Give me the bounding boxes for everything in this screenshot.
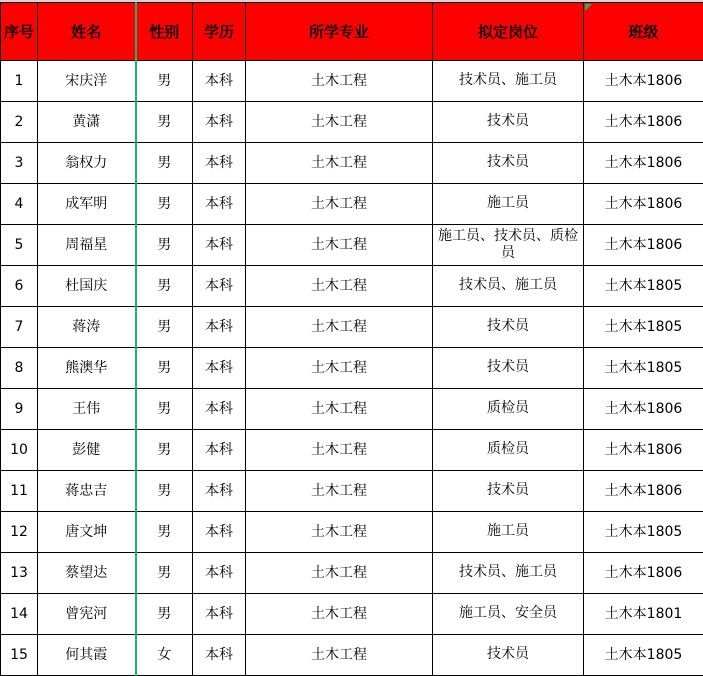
table-row xyxy=(1,553,703,594)
cell-class[interactable]: 土木本1805 xyxy=(584,635,703,676)
cell-position[interactable]: 技术员 xyxy=(433,471,584,512)
cell-major[interactable]: 土木工程 xyxy=(246,594,433,635)
cell-gender[interactable]: 男 xyxy=(136,307,193,348)
cell-degree[interactable]: 本科 xyxy=(193,471,246,512)
cell-class[interactable]: 土木本1806 xyxy=(584,389,703,430)
cell-degree[interactable]: 本科 xyxy=(193,348,246,389)
cell-no[interactable]: 8 xyxy=(1,348,38,389)
cell-gender[interactable]: 男 xyxy=(136,389,193,430)
cell-gender[interactable]: 男 xyxy=(136,266,193,307)
cell-gender[interactable]: 男 xyxy=(136,594,193,635)
cell-position[interactable]: 技术员 xyxy=(433,307,584,348)
cell-class[interactable]: 土木本1806 xyxy=(584,553,703,594)
table-row xyxy=(1,635,703,676)
cell-degree[interactable]: 本科 xyxy=(193,512,246,553)
cell-class[interactable]: 土木本1806 xyxy=(584,184,703,225)
table-row xyxy=(1,512,703,553)
cell-degree[interactable]: 本科 xyxy=(193,225,246,266)
cell-no[interactable]: 7 xyxy=(1,307,38,348)
cell-gender[interactable]: 男 xyxy=(136,184,193,225)
cell-name[interactable]: 蔡望达 xyxy=(38,553,136,594)
cell-no[interactable]: 2 xyxy=(1,102,38,143)
cell-no[interactable]: 9 xyxy=(1,389,38,430)
cell-major[interactable]: 土木工程 xyxy=(246,471,433,512)
cell-name[interactable]: 成军明 xyxy=(38,184,136,225)
header-cell-class[interactable] xyxy=(584,3,703,61)
error-indicator-triangle-icon xyxy=(585,4,592,11)
cell-name[interactable]: 蒋涛 xyxy=(38,307,136,348)
table-body xyxy=(1,61,703,676)
table-header-row xyxy=(1,3,703,61)
table-row xyxy=(1,184,703,225)
cell-name[interactable]: 彭健 xyxy=(38,430,136,471)
cell-name[interactable]: 熊澳华 xyxy=(38,348,136,389)
cell-gender[interactable]: 女 xyxy=(136,635,193,676)
table-row xyxy=(1,61,703,102)
cell-position[interactable]: 质检员 xyxy=(433,430,584,471)
header-cell-name[interactable]: 姓名 xyxy=(38,3,136,61)
cell-gender[interactable]: 男 xyxy=(136,553,193,594)
cell-degree[interactable]: 本科 xyxy=(193,635,246,676)
cell-class[interactable]: 土木本1805 xyxy=(584,266,703,307)
cell-degree[interactable]: 本科 xyxy=(193,307,246,348)
cell-degree[interactable]: 本科 xyxy=(193,553,246,594)
header-cell-major[interactable]: 所学专业 xyxy=(246,3,433,61)
header-cell-position[interactable]: 拟定岗位 xyxy=(433,3,584,61)
table-row xyxy=(1,102,703,143)
cell-name[interactable]: 曾宪河 xyxy=(38,594,136,635)
cell-position[interactable]: 技术员 xyxy=(433,143,584,184)
cell-degree[interactable]: 本科 xyxy=(193,184,246,225)
cell-no[interactable]: 11 xyxy=(1,471,38,512)
cell-major[interactable]: 土木工程 xyxy=(246,553,433,594)
table-row xyxy=(1,389,703,430)
table-row xyxy=(1,471,703,512)
cell-no[interactable]: 5 xyxy=(1,225,38,266)
cell-degree[interactable]: 本科 xyxy=(193,266,246,307)
cell-gender[interactable]: 男 xyxy=(136,225,193,266)
cell-class[interactable]: 土木本1806 xyxy=(584,102,703,143)
cell-name[interactable]: 唐文坤 xyxy=(38,512,136,553)
cell-major[interactable]: 土木工程 xyxy=(246,266,433,307)
cell-no[interactable]: 15 xyxy=(1,635,38,676)
cell-degree[interactable]: 本科 xyxy=(193,61,246,102)
cell-name[interactable]: 周福星 xyxy=(38,225,136,266)
header-cell-degree[interactable]: 学历 xyxy=(193,3,246,61)
cell-position[interactable]: 技术员 xyxy=(433,348,584,389)
cell-major[interactable]: 土木工程 xyxy=(246,102,433,143)
cell-major[interactable]: 土木工程 xyxy=(246,512,433,553)
cell-class[interactable]: 土木本1805 xyxy=(584,307,703,348)
cell-position[interactable]: 施工员、技术员、质检员 xyxy=(433,225,584,266)
cell-degree[interactable]: 本科 xyxy=(193,594,246,635)
header-cell-class-label: 班级 xyxy=(628,23,659,41)
table-row xyxy=(1,348,703,389)
cell-position[interactable]: 施工员、安全员 xyxy=(433,594,584,635)
cell-major[interactable]: 土木工程 xyxy=(246,225,433,266)
cell-position[interactable]: 施工员 xyxy=(433,512,584,553)
cell-class[interactable]: 土木本1806 xyxy=(584,61,703,102)
header-cell-gender[interactable]: 性别 xyxy=(136,3,193,61)
roster-table xyxy=(0,2,703,676)
cell-degree[interactable]: 本科 xyxy=(193,143,246,184)
cell-degree[interactable]: 本科 xyxy=(193,102,246,143)
cell-position[interactable]: 技术员 xyxy=(433,635,584,676)
cell-gender[interactable]: 男 xyxy=(136,348,193,389)
cell-class[interactable]: 土木本1805 xyxy=(584,512,703,553)
cell-no[interactable]: 14 xyxy=(1,594,38,635)
cell-major[interactable]: 土木工程 xyxy=(246,307,433,348)
cell-name[interactable]: 何其霞 xyxy=(38,635,136,676)
cell-no[interactable]: 3 xyxy=(1,143,38,184)
cell-no[interactable]: 4 xyxy=(1,184,38,225)
table-row xyxy=(1,430,703,471)
cell-no[interactable]: 6 xyxy=(1,266,38,307)
cell-name[interactable]: 宋庆洋 xyxy=(38,61,136,102)
table-row xyxy=(1,307,703,348)
table-row xyxy=(1,143,703,184)
cell-no[interactable]: 1 xyxy=(1,61,38,102)
cell-class[interactable]: 土木本1805 xyxy=(584,348,703,389)
cell-class[interactable]: 土木本1801 xyxy=(584,594,703,635)
cell-major[interactable]: 土木工程 xyxy=(246,635,433,676)
cell-position[interactable]: 技术员、施工员 xyxy=(433,553,584,594)
cell-major[interactable]: 土木工程 xyxy=(246,389,433,430)
header-cell-no[interactable]: 序号 xyxy=(1,3,38,61)
cell-gender[interactable]: 男 xyxy=(136,512,193,553)
cell-name[interactable]: 黄潇 xyxy=(38,102,136,143)
cell-class[interactable]: 土木本1806 xyxy=(584,471,703,512)
cell-gender[interactable]: 男 xyxy=(136,430,193,471)
cell-class[interactable]: 土木本1806 xyxy=(584,143,703,184)
cell-position[interactable]: 施工员 xyxy=(433,184,584,225)
cell-position[interactable]: 技术员 xyxy=(433,102,584,143)
table-row xyxy=(1,225,703,266)
cell-position[interactable]: 质检员 xyxy=(433,389,584,430)
cell-no[interactable]: 13 xyxy=(1,553,38,594)
cell-major[interactable]: 土木工程 xyxy=(246,143,433,184)
cell-degree[interactable]: 本科 xyxy=(193,430,246,471)
table-row xyxy=(1,594,703,635)
cell-gender[interactable]: 男 xyxy=(136,102,193,143)
cell-name[interactable]: 翁权力 xyxy=(38,143,136,184)
cell-name[interactable]: 杜国庆 xyxy=(38,266,136,307)
cell-major[interactable]: 土木工程 xyxy=(246,61,433,102)
cell-class[interactable]: 土木本1806 xyxy=(584,430,703,471)
cell-position[interactable]: 技术员、施工员 xyxy=(433,266,584,307)
cell-major[interactable]: 土木工程 xyxy=(246,348,433,389)
cell-position[interactable]: 技术员、施工员 xyxy=(433,61,584,102)
cell-degree[interactable]: 本科 xyxy=(193,389,246,430)
cell-no[interactable]: 10 xyxy=(1,430,38,471)
cell-name[interactable]: 王伟 xyxy=(38,389,136,430)
cell-gender[interactable]: 男 xyxy=(136,61,193,102)
cell-name[interactable]: 蒋忠吉 xyxy=(38,471,136,512)
cell-major[interactable]: 土木工程 xyxy=(246,184,433,225)
cell-gender[interactable]: 男 xyxy=(136,471,193,512)
table-row xyxy=(1,266,703,307)
cell-gender[interactable]: 男 xyxy=(136,143,193,184)
cell-major[interactable]: 土木工程 xyxy=(246,430,433,471)
cell-no[interactable]: 12 xyxy=(1,512,38,553)
cell-class[interactable]: 土木本1806 xyxy=(584,225,703,266)
